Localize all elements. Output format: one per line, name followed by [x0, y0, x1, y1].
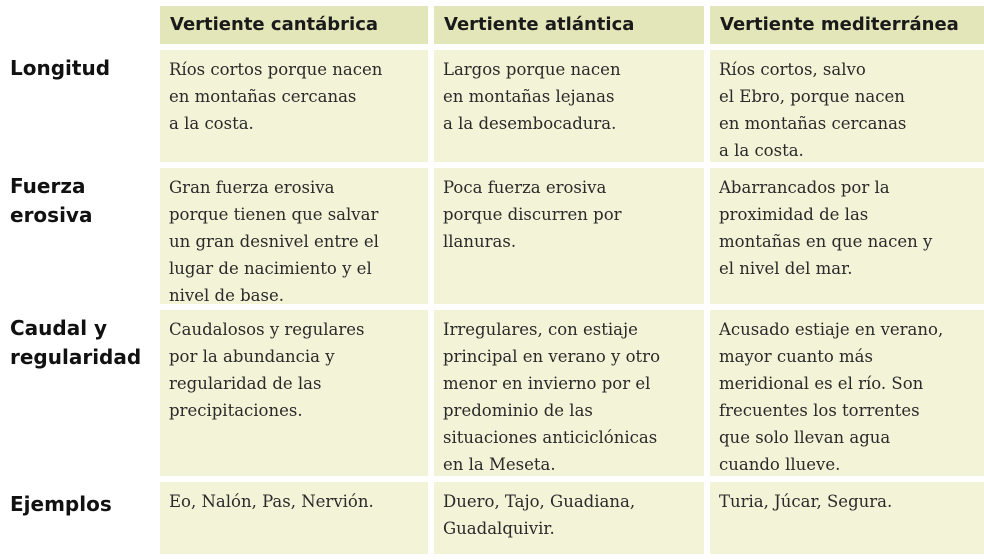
row-label-ejemplos: Ejemplos: [10, 492, 112, 516]
header-vertiente-mediterranea: Vertiente mediterránea: [710, 6, 984, 44]
row-label-longitud: Longitud: [10, 56, 111, 80]
cell-caudal-atlantica: Irregulares, con estiaje principal en verano y otro menor en invierno por el predominio de las situaciones anticiclónicas en la Meseta.: [434, 310, 704, 476]
cell-fuerza-erosiva-mediterranea: Abarrancados por la proximidad de las montañas en que nacen y el nivel del mar.: [710, 168, 984, 304]
cell-caudal-cantabrica: Caudalosos y regulares por la abundancia y regularidad de las precipitaciones.: [160, 310, 428, 476]
cell-longitud-atlantica: Largos porque nacen en montañas lejanas a la desembocadura.: [434, 50, 704, 162]
cell-caudal-mediterranea: Acusado estiaje en verano, mayor cuanto más meridional es el río. Son frecuentes los torrentes que solo llevan agua cuando llueve.: [710, 310, 984, 476]
cell-ejemplos-cantabrica: Eo, Nalón, Pas, Nervión.: [160, 482, 428, 554]
cell-longitud-mediterranea: Ríos cortos, salvo el Ebro, porque nacen en montañas cercanas a la costa.: [710, 50, 984, 162]
cell-ejemplos-mediterranea: Turia, Júcar, Segura.: [710, 482, 984, 554]
cell-ejemplos-atlantica: Duero, Tajo, Guadiana, Guadalquivir.: [434, 482, 704, 554]
cell-fuerza-erosiva-atlantica: Poca fuerza erosiva porque discurren por llanuras.: [434, 168, 704, 304]
header-vertiente-cantabrica: Vertiente cantábrica: [160, 6, 428, 44]
header-vertiente-atlantica: Vertiente atlántica: [434, 6, 704, 44]
row-label-fuerza-erosiva: Fuerza erosiva: [10, 174, 93, 227]
cell-fuerza-erosiva-cantabrica: Gran fuerza erosiva porque tienen que salvar un gran desnivel entre el lugar de nacimiento y el nivel de base.: [160, 168, 428, 304]
cell-longitud-cantabrica: Ríos cortos porque nacen en montañas cercanas a la costa.: [160, 50, 428, 162]
row-label-caudal-regularidad: Caudal y regularidad: [10, 316, 142, 369]
